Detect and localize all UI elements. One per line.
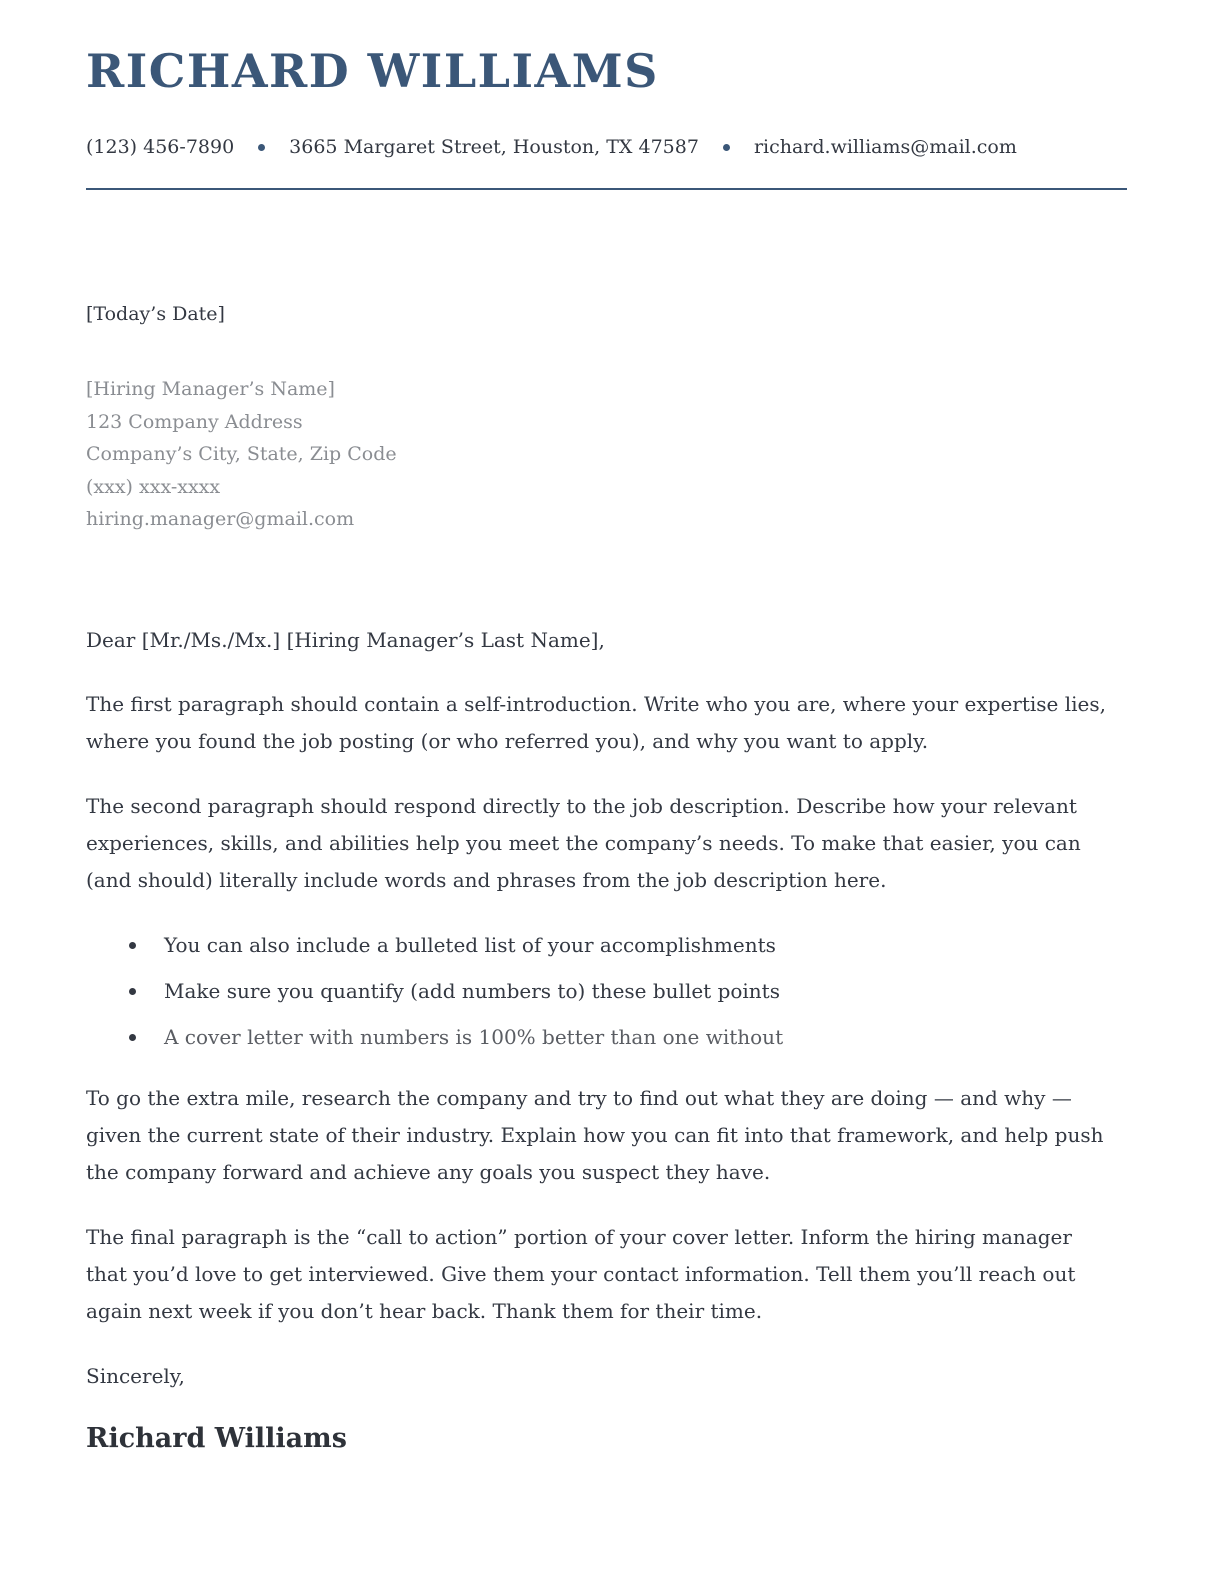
recipient-email: hiring.manager@gmail.com [86,508,355,530]
letter-date: [Today’s Date] [86,303,225,325]
paragraph-intro: The first paragraph should contain a self-introduction. Write who you are, where your expertise lies, where you found the job posting (or who referred you), and why you want to apply. [86,692,1106,753]
separator-dot-icon [723,144,730,151]
accomplishments-list [86,926,1111,1064]
list-item [86,926,1111,972]
applicant-name-heading: RICHARD WILLIAMS [86,44,659,98]
contact-phone: (123) 456-7890 [86,136,235,158]
list-item-text: Make sure you quantify (add numbers to) these bullet points [164,979,780,1003]
paragraph-research: To go the extra mile, research the company and try to find out what they are doing — and why — given the current state of their industry. Explain how you can fit into that framework, and help push the company forward and achieve any goals you suspect they have. [86,1086,1104,1184]
salutation: Dear [Mr./Ms./Mx.] [Hiring Manager’s Last Name], [86,628,605,652]
recipient-phone: (xxx) xxx-xxxx [86,475,221,498]
paragraph-call-to-action: The final paragraph is the “call to action” portion of your cover letter. Inform the hiring manager that you’d love to get interviewed. Give them your contact information. Tell them you’ll reach out again next week if you don’t hear back. Thank them for their time. [86,1225,1076,1323]
signature-name: Richard Williams [86,1423,347,1454]
recipient-address: 123 Company Address [86,410,303,433]
paragraph-job-description: The second paragraph should respond directly to the job description. Describe how your relevant experiences, skills, and abilities help you meet the company’s needs. To make that easier, you can (and should) literally include words and phrases from the job description here. [86,794,1081,892]
contact-address: 3665 Margaret Street, Houston, TX 47587 [289,136,699,158]
separator-dot-icon [258,144,265,151]
recipient-name: [Hiring Manager’s Name] [86,378,335,400]
list-item-text: A cover letter with numbers is 100% better than one without [164,1025,784,1049]
bullet-icon [129,942,136,949]
list-item-text: You can also include a bulleted list of your accomplishments [164,933,776,957]
closing: Sincerely, [86,1364,185,1388]
contact-email: richard.williams@mail.com [753,136,1017,158]
bullet-icon [129,1034,136,1041]
recipient-city: Company’s City, State, Zip Code [86,443,397,465]
list-item [86,972,1111,1018]
recipient-block [86,373,397,536]
contact-line [86,135,1017,160]
bullet-icon [129,988,136,995]
list-item [86,1018,1111,1064]
header-divider [86,188,1127,190]
